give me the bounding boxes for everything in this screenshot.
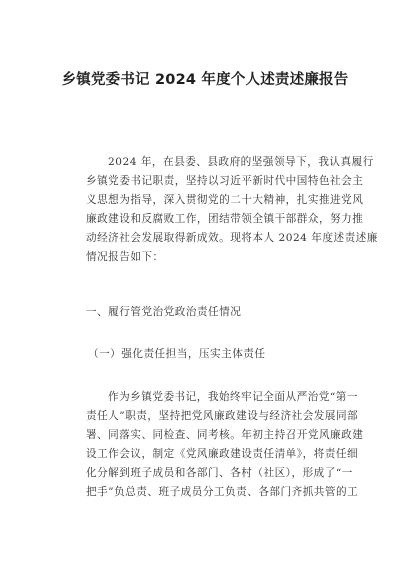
intro-line: 动经济社会发展取得新成效。现将本人 2024 年度述责述廉 — [86, 232, 378, 244]
paragraph-line: 责任人”职责，坚持把党风廉政建设与经济社会发展同部 — [86, 410, 359, 422]
document-title: 乡镇党委书记 2024 年度个人述责述廉报告 — [61, 72, 349, 88]
section-heading: 一、履行管党治党政治责任情况 — [86, 306, 242, 318]
paragraph-line: 化分解到班子成员和各部门、各村（社区），形成了“一 — [86, 467, 353, 479]
intro-line: 廉政建设和反腐败工作，团结带领全镇干部群众，努力推 — [86, 213, 364, 225]
paragraph-line: 作为乡镇党委书记，我始终牢记全面从严治党“第一 — [108, 391, 358, 403]
intro-line: 2024 年，在县委、县政府的坚强领导下，我认真履行 — [108, 156, 374, 168]
paragraph-line: 设工作会议，制定《党风廉政建设责任清单》，将责任细 — [86, 448, 359, 460]
intro-line: 情况报告如下： — [86, 251, 164, 263]
paragraph-line: 把手”负总责、班子成员分工负责、各部门齐抓共管的工 — [86, 486, 359, 498]
intro-line: 义思想为指导，深入贯彻党的二十大精神，扎实推进党风 — [86, 194, 364, 206]
subsection-heading: （一）强化责任担当，压实主体责任 — [88, 348, 266, 360]
intro-line: 乡镇党委书记职责，坚持以习近平新时代中国特色社会主 — [86, 175, 364, 187]
paragraph-line: 署、同落实、同检查、同考核。年初主持召开党风廉政建 — [86, 429, 364, 441]
